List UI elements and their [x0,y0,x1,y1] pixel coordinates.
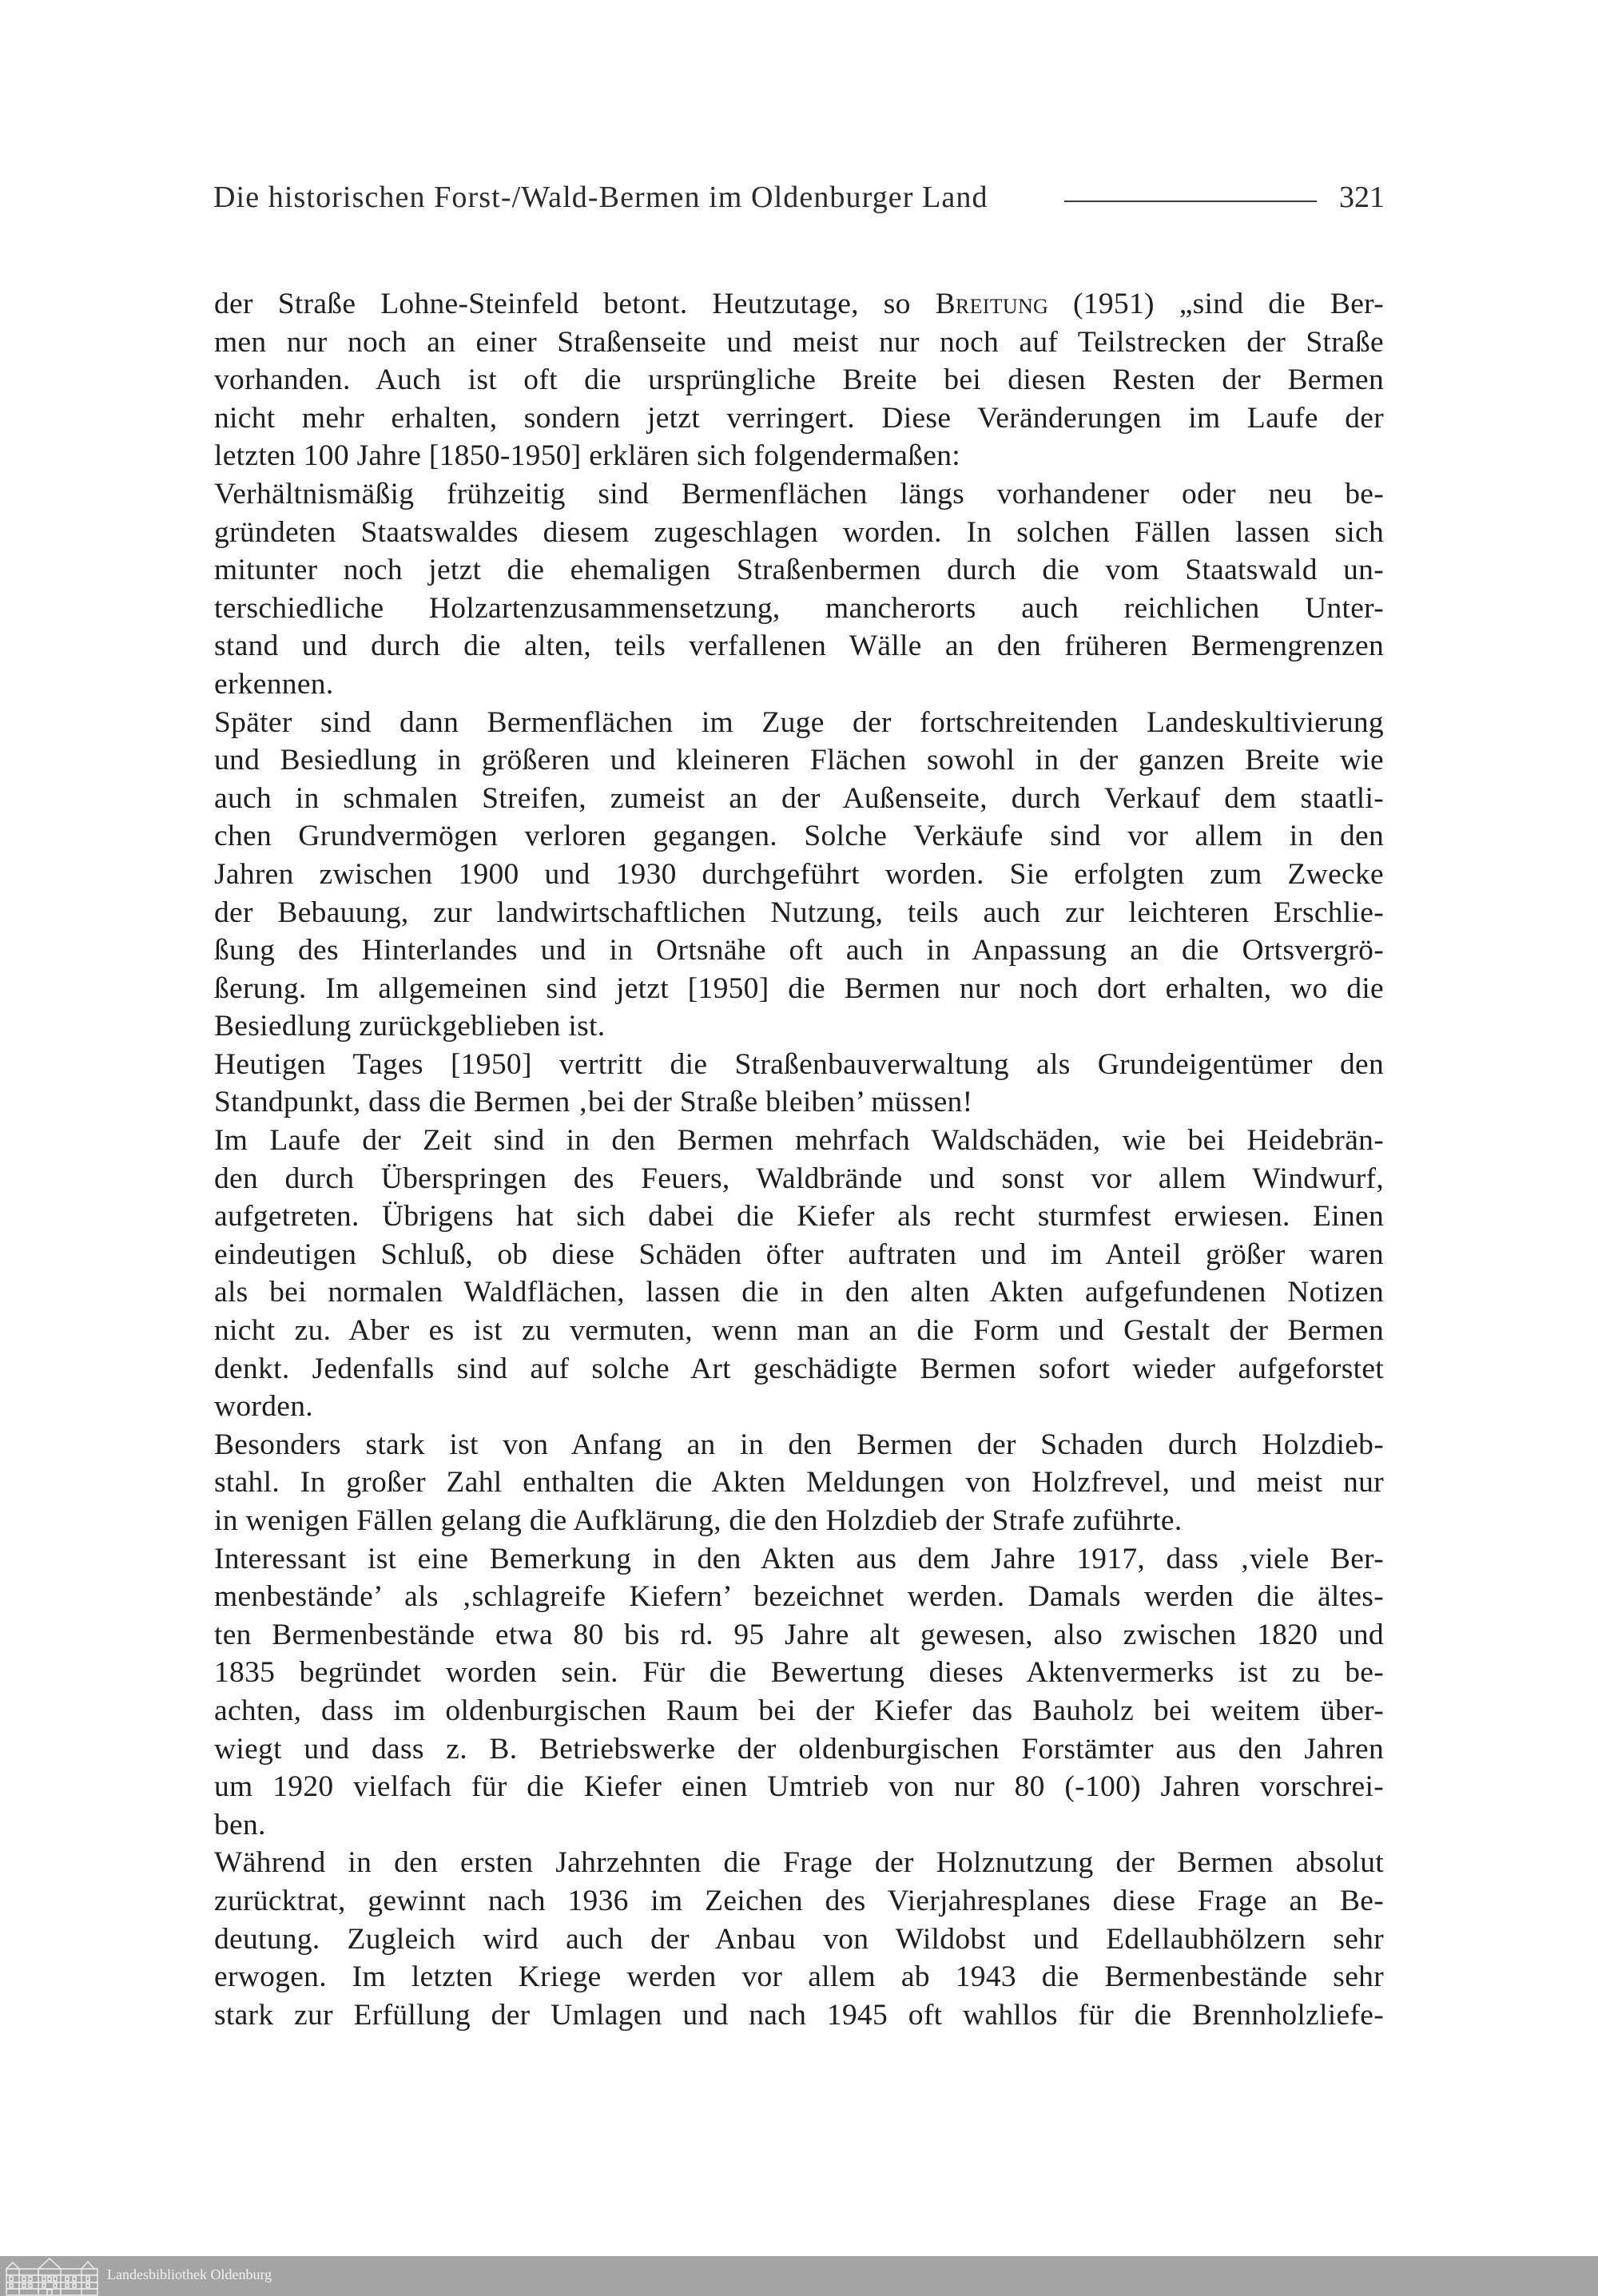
text-line: Besiedlung zurückgeblieben ist. [214,1010,606,1043]
text-line: eindeutigen Schluß, ob diese Schäden öfter auftraten und im Anteil größer waren [214,1237,1384,1271]
text-line: Verhältnismäßig frühzeitig sind Bermenflächen längs vorhandener oder neu be- [214,477,1384,510]
text-line: erkennen. [214,667,334,701]
text-line: men nur noch an einer Straßenseite und meist nur noch auf Teilstrecken der Straße [214,325,1384,359]
text-line: erwogen. Im letzten Kriege werden vor allem ab 1943 die Bermenbestände sehr [214,1960,1384,1994]
text-line: und Besiedlung in größeren und kleineren Flächen sowohl in der ganzen Breite wie [214,744,1384,777]
text-line: Im Laufe der Zeit sind in den Bermen mehrfach Waldschäden, wie bei Heidebrän- [214,1124,1384,1158]
text-line: Jahren zwischen 1900 und 1930 durchgeführt worden. Sie erfolgten zum Zwecke [214,857,1384,891]
text-line: gründeten Staatswaldes diesem zugeschlagen worden. In solchen Fällen lassen sich [214,515,1384,549]
text-line: Standpunkt, dass die Bermen ‚bei der Straße bleiben’ müssen! [214,1086,973,1119]
text-line: wiegt und dass z. B. Betriebswerke der oldenburgischen Forstämter aus den Jahren [214,1732,1384,1766]
text-line: vorhanden. Auch ist oft die ursprüngliche Breite bei diesen Resten der Bermen [214,363,1384,397]
text-line: letzten 100 Jahre [1850-1950] erklären sich folgendermaßen: [214,439,961,473]
text-segment: (1951) „sind die Ber- [1048,288,1384,320]
text-line: ben. [214,1808,266,1841]
text-line: ßerung. Im allgemeinen sind jetzt [1950] die Bermen nur noch dort erhalten, wo die [214,971,1384,1005]
text-line: stand und durch die alten, teils verfallenen Wälle an den früheren Bermengrenzen [214,630,1384,663]
text-line: menbestände’ als ‚schlagreife Kiefern’ bezeichnet werden. Damals werden die ältes- [214,1580,1384,1614]
header-rule-divider [1064,201,1317,202]
text-line: stark zur Erfüllung der Umlagen und nach 1945 oft wahllos für die Brennholzliefe- [214,1998,1384,2032]
text-line: zurücktrat, gewinnt nach 1936 im Zeichen des Vierjahresplanes diese Frage an Be- [214,1884,1384,1917]
library-building-icon [5,2258,99,2296]
text-line: nicht mehr erhalten, sondern jetzt verringert. Diese Veränderungen im Laufe der [214,401,1384,435]
text-line: den durch Überspringen des Feuers, Waldbrände und sonst vor allem Windwurf, [214,1162,1384,1195]
text-line: ßung des Hinterlandes und in Ortsnähe oft auch in Anpassung an die Ortsvergrö- [214,934,1384,967]
text-line: achten, dass im oldenburgischen Raum bei der Kiefer das Bauholz bei weitem über- [214,1694,1384,1727]
author-citation: Breitung [935,288,1049,320]
text-line: der Bebauung, zur landwirtschaftlichen Nutzung, teils auch zur leichteren Erschlie- [214,896,1384,929]
text-line: deutung. Zugleich wird auch der Anbau von Wildobst und Edellaubhölzern sehr [214,1922,1384,1956]
running-header-title: Die historischen Forst-/Wald-Bermen im Oldenburger Land [213,181,988,214]
text-line: um 1920 vielfach für die Kiefer einen Umtrieb von nur 80 (-100) Jahren vorschrei- [214,1770,1384,1804]
text-line: denkt. Jedenfalls sind auf solche Art geschädigte Bermen sofort wieder aufgeforstet [214,1352,1384,1385]
text-line: in wenigen Fällen gelang die Aufklärung, die den Holzdieb der Strafe zuführte. [214,1504,1183,1537]
text-line: Später sind dann Bermenflächen im Zuge der fortschreitenden Landeskultivierung [214,705,1384,739]
text-line: Interessant ist eine Bemerkung in den Akten aus dem Jahre 1917, dass ‚viele Ber- [214,1542,1384,1575]
text-line: worden. [214,1390,313,1424]
text-segment: der Straße Lohne-Steinfeld betont. Heutzutage, so [214,288,936,320]
text-line: Besonders stark ist von Anfang an in den Bermen der Schaden durch Holzdieb- [214,1428,1384,1461]
text-line: mitunter noch jetzt die ehemaligen Straßenbermen durch die vom Staatswald un- [214,554,1384,587]
text-line: Während in den ersten Jahrzehnten die Frage der Holznutzung der Bermen absolut [214,1846,1384,1880]
footer-bar [0,2256,1598,2296]
library-name: Landesbibliothek Oldenburg [107,2266,272,2282]
text-line: auch in schmalen Streifen, zumeist an der Außenseite, durch Verkauf dem staatli- [214,781,1384,815]
text-line: stahl. In großer Zahl enthalten die Akten Meldungen von Holzfrevel, und meist nur [214,1466,1384,1500]
text-line: als bei normalen Waldflächen, lassen die in den alten Akten aufgefundenen Notizen [214,1276,1384,1309]
body-text [214,285,1384,2034]
text-line: chen Grundvermögen verloren gegangen. Solche Verkäufe sind vor allem in den [214,820,1384,853]
page-number: 321 [1339,181,1385,214]
text-line: aufgetreten. Übrigens hat sich dabei die Kiefer als recht sturmfest erwiesen. Einen [214,1200,1384,1233]
text-line [214,285,1384,324]
text-line: Heutigen Tages [1950] vertritt die Straßenbauverwaltung als Grundeigentümer den [214,1047,1384,1081]
text-line: ten Bermenbestände etwa 80 bis rd. 95 Jahre alt gewesen, also zwischen 1820 und [214,1618,1384,1651]
running-header [213,177,1385,217]
text-line: terschiedliche Holzartenzusammensetzung, mancherorts auch reichlichen Unter- [214,591,1384,625]
text-line: nicht zu. Aber es ist zu vermuten, wenn man an die Form und Gestalt der Bermen [214,1314,1384,1348]
text-line: 1835 begründet worden sein. Für die Bewertung dieses Aktenvermerks ist zu be- [214,1656,1384,1690]
